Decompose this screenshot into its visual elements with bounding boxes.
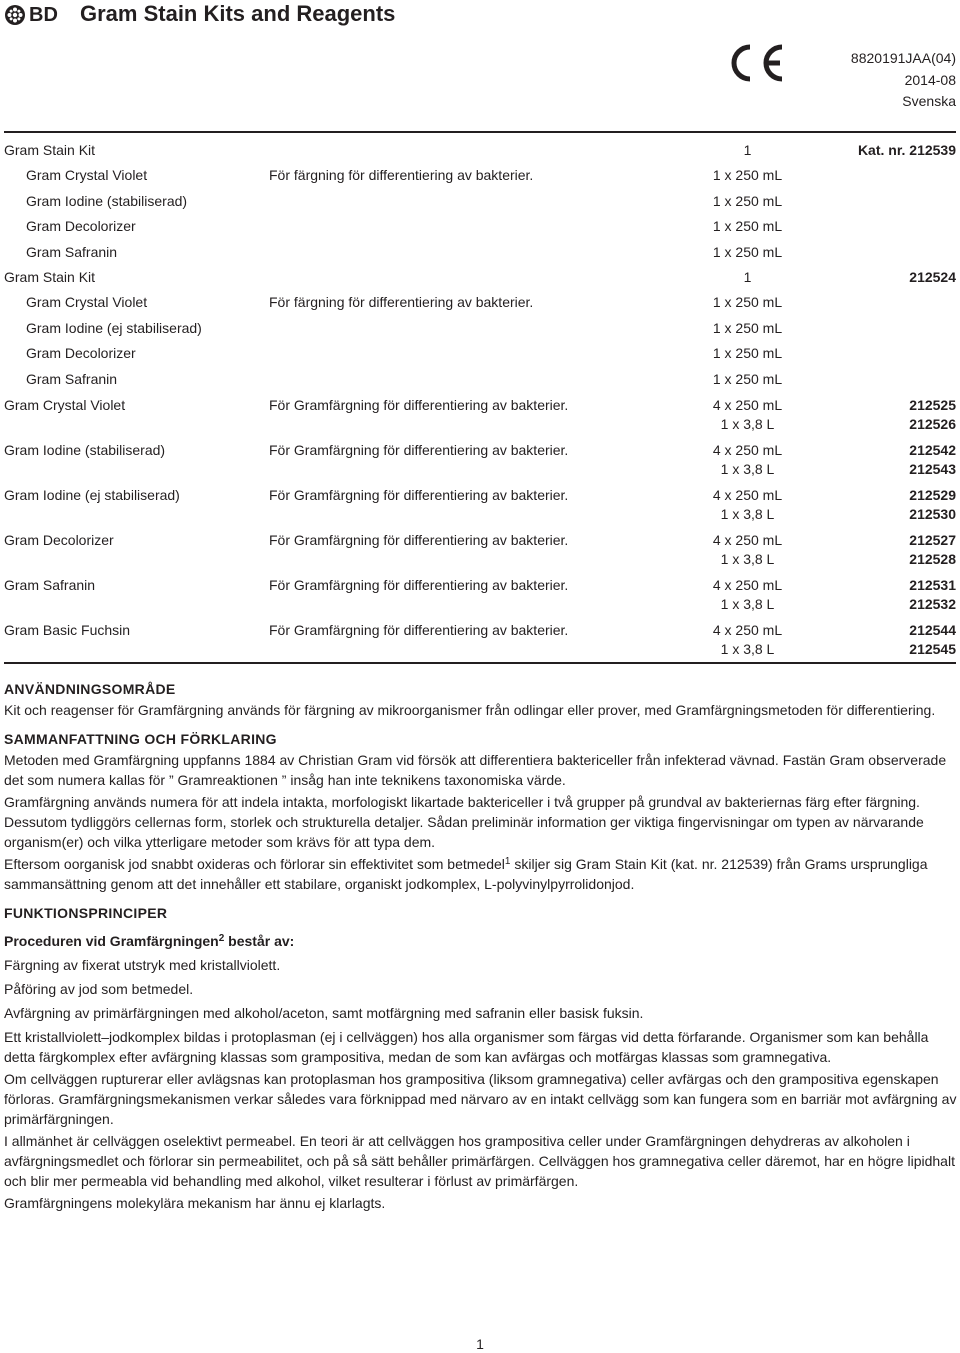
- catalog-number: [806, 316, 956, 341]
- catalog-number: [806, 572, 956, 617]
- product-row: [4, 316, 956, 341]
- catalog-value: 212531: [909, 577, 956, 594]
- product-row: [4, 290, 956, 315]
- product-row: [4, 527, 956, 572]
- quantity-value: 4 x 250 mL: [712, 487, 783, 504]
- catalog-number: [806, 341, 956, 366]
- catalog-value: 212530: [909, 506, 956, 523]
- catalog-number: [806, 527, 956, 572]
- product-name: Gram Safranin: [26, 370, 118, 387]
- product-description: För Gramfärgning för differentiering av bakterier.: [269, 622, 569, 639]
- product-description: [269, 341, 689, 366]
- catalog-number: [806, 617, 956, 662]
- product-name: Gram Iodine (ej stabiliserad): [4, 487, 180, 504]
- section-heading: ANVÄNDNINGSOMRÅDE: [4, 681, 176, 697]
- page-number: 1: [476, 1336, 484, 1352]
- quantity-value: 1 x 3,8 L: [720, 416, 775, 433]
- procedure-step: Färgning av fixerat utstryk med kristallviolett.: [4, 957, 281, 973]
- product-name: Gram Crystal Violet: [26, 294, 148, 311]
- product-table: [4, 138, 956, 662]
- product-row: [4, 341, 956, 366]
- product-row: [4, 617, 956, 662]
- bd-logo-icon: [4, 4, 26, 26]
- paragraph: Gramfärgningens molekylära mekanism har ännu ej klarlagts.: [4, 1195, 386, 1211]
- document-body: [4, 679, 958, 1222]
- ce-mark-icon: [724, 42, 786, 84]
- product-row: [4, 138, 956, 163]
- quantity-value: 1 x 250 mL: [712, 370, 783, 387]
- section-heading: FUNKTIONSPRINCIPER: [4, 905, 168, 921]
- quantity-value: 1 x 250 mL: [712, 192, 783, 209]
- catalog-value: 212532: [909, 596, 956, 613]
- paragraph: Metoden med Gramfärgning uppfanns 1884 av Christian Gram vid försök att differentiera baktericeller från infekterad vävnad. Fastän Gram observerade det som numera kallas för ” Gramreaktionen ” insåg han inte teknikens taxonomiska värde.: [4, 752, 947, 788]
- product-quantity: [689, 527, 806, 572]
- product-name: Gram Crystal Violet: [4, 397, 126, 414]
- section-summary: [4, 729, 958, 894]
- quantity-value: 1 x 3,8 L: [720, 641, 775, 658]
- product-name: Gram Iodine (ej stabiliserad): [26, 319, 202, 336]
- product-row: [4, 572, 956, 617]
- catalog-value: 212524: [909, 269, 956, 286]
- product-description: För Gramfärgning för differentiering av bakterier.: [269, 577, 569, 594]
- catalog-value: 212545: [909, 641, 956, 658]
- catalog-number: [806, 138, 956, 163]
- product-quantity: [689, 163, 806, 188]
- section-principles: [4, 903, 958, 1213]
- document-header: [0, 0, 960, 130]
- quantity-value: 1 x 250 mL: [712, 243, 783, 260]
- document-date: 2014-08: [904, 71, 956, 88]
- catalog-number: [806, 437, 956, 482]
- paragraph: Gramfärgning används numera för att indela intakta, morfologiskt likartade baktericeller i två grupper på grundval av bakteriernas färg efter färgning. Dessutom tydliggörs cellernas form, storlek och strukturella detaljer. Sådan preliminär information ger viktiga fingervisningar om typen av närvarande organism(er) och vilka ytterligare metoder som krävs för att typa dem.: [4, 794, 924, 850]
- product-quantity: [689, 572, 806, 617]
- quantity-value: 1 x 250 mL: [712, 345, 783, 362]
- product-name: Gram Iodine (stabiliserad): [4, 442, 166, 459]
- document-info: [851, 48, 956, 113]
- section-intended-use: [4, 679, 958, 720]
- quantity-value: 4 x 250 mL: [712, 442, 783, 459]
- quantity-value: 1 x 3,8 L: [720, 551, 775, 568]
- product-row: [4, 437, 956, 482]
- product-row: [4, 240, 956, 265]
- catalog-number: [806, 265, 956, 290]
- catalog-number: [806, 392, 956, 437]
- product-name: Gram Iodine (stabiliserad): [26, 192, 188, 209]
- catalog-number: [806, 482, 956, 527]
- procedure-step: Påföring av jod som betmedel.: [4, 981, 194, 997]
- product-quantity: [689, 290, 806, 315]
- catalog-number: [806, 189, 956, 214]
- catalog-value: 212527: [909, 532, 956, 549]
- product-description: För Gramfärgning för differentiering av bakterier.: [269, 442, 569, 459]
- catalog-value: 212543: [909, 461, 956, 478]
- product-row: [4, 367, 956, 392]
- product-row: [4, 214, 956, 239]
- product-name: Gram Basic Fuchsin: [4, 622, 131, 639]
- product-quantity: [689, 316, 806, 341]
- product-description: För färgning för differentiering av bakterier.: [269, 167, 534, 184]
- product-quantity: [689, 214, 806, 239]
- footnote-ref: 2: [218, 933, 225, 944]
- document-language: Svenska: [902, 93, 956, 109]
- product-name: Gram Decolorizer: [4, 532, 114, 549]
- table-bottom-rule: [4, 662, 956, 664]
- brand-name: BD: [29, 3, 58, 26]
- product-quantity: [689, 367, 806, 392]
- quantity-value: 4 x 250 mL: [712, 577, 783, 594]
- product-row: [4, 189, 956, 214]
- quantity-value: 1 x 250 mL: [712, 218, 783, 235]
- product-row: [4, 265, 956, 290]
- product-rows: [4, 138, 956, 662]
- procedure-step: Avfärgning av primärfärgningen med alkohol/aceton, samt motfärgning med safranin eller basisk fuksin.: [4, 1005, 644, 1021]
- product-name: Gram Stain Kit: [4, 142, 96, 158]
- paragraph: Om cellväggen rupturerar eller avlägsnas kan protoplasman hos grampositiva (liksom gramnegativa) celler avfärgas och den grampositiva egenskapen förloras. Gramfärgningsmekanismen verkar således vara förknippad med närvaro av en intakt cellvägg som kan fungera som en barriär mot avfärgning av primärfärgningen.: [4, 1071, 957, 1127]
- quantity-value: 1: [743, 269, 752, 286]
- section-heading: SAMMANFATTNING OCH FÖRKLARING: [4, 731, 277, 747]
- product-description: [269, 316, 689, 341]
- catalog-number: [806, 240, 956, 265]
- product-name: Gram Decolorizer: [26, 218, 136, 235]
- sub-heading: Proceduren vid Gramfärgningen$^2$ består av:: [4, 933, 295, 949]
- catalog-value: 212525: [909, 397, 956, 414]
- quantity-value: 1: [743, 142, 752, 158]
- catalog-number: [806, 163, 956, 188]
- product-quantity: [689, 240, 806, 265]
- catalog-number: [806, 214, 956, 239]
- product-quantity: [689, 265, 806, 290]
- product-description: [269, 138, 689, 163]
- product-name: Gram Safranin: [4, 577, 96, 594]
- product-description: [269, 240, 689, 265]
- product-name: Gram Crystal Violet: [26, 167, 148, 184]
- quantity-value: 1 x 3,8 L: [720, 506, 775, 523]
- product-quantity: [689, 341, 806, 366]
- catalog-value: 212526: [909, 416, 956, 433]
- product-description: [269, 214, 689, 239]
- quantity-value: 1 x 3,8 L: [720, 596, 775, 613]
- catalog-value: 212544: [909, 622, 956, 639]
- paragraph: Kit och reagenser för Gramfärgning används för färgning av mikroorganismer från odlingar eller prover, med Gramfärgningsmetoden för differentiering.: [4, 702, 936, 718]
- product-name: Gram Safranin: [26, 243, 118, 260]
- quantity-value: 1 x 250 mL: [712, 294, 783, 311]
- product-quantity: [689, 392, 806, 437]
- product-quantity: [689, 138, 806, 163]
- footnote-ref: 1: [504, 856, 511, 867]
- product-row: [4, 392, 956, 437]
- quantity-value: 4 x 250 mL: [712, 622, 783, 639]
- bd-logo: [4, 2, 58, 28]
- catalog-number: [806, 367, 956, 392]
- paragraph: Ett kristallviolett–jodkomplex bildas i protoplasman (ej i cellväggen) hos alla organismer som färgas vid detta förfarande. Organismer som kan behålla detta färgkomplex efter avfärgning klassas som grampositiva, medan de som kan avfärgas och motfärgas klassas som gramnegativa.: [4, 1029, 929, 1065]
- catalog-value: Kat. nr. 212539: [857, 142, 956, 158]
- product-description: För Gramfärgning för differentiering av bakterier.: [269, 532, 569, 549]
- document-number: 8820191JAA(04): [850, 50, 956, 66]
- product-description: För färgning för differentiering av bakterier.: [269, 294, 534, 311]
- product-quantity: [689, 482, 806, 527]
- paragraph: Eftersom oorganisk jod snabbt oxideras och förlorar sin effektivitet som betmedel$^1$ skiljer sig Gram Stain Kit (kat. nr. 212539) från Grams ursprungliga sammansättning genom att det innehåller ett stabilare, organiskt jodkomplex, L-polyvinylpyrrolidonjod.: [4, 856, 928, 892]
- quantity-value: 1 x 250 mL: [712, 167, 783, 184]
- product-description: [269, 367, 689, 392]
- catalog-value: 212528: [909, 551, 956, 568]
- product-row: [4, 163, 956, 188]
- product-description: [269, 189, 689, 214]
- quantity-value: 4 x 250 mL: [712, 532, 783, 549]
- paragraph: I allmänhet är cellväggen oselektivt permeabel. En teori är att cellväggen hos grampositiva celler under Gramfärgningen dehydreras av alkoholen i avfärgningsmedlet och förlorar sin permeabilitet, och på så sätt behåller primärfärgen. Cellväggen hos gramnegativa celler däremot, har en högre lipidhalt och blir mer permeabla vid behandling med alkohol, vilket resulterar i förlust av primärfärgen.: [4, 1133, 955, 1189]
- quantity-value: 4 x 250 mL: [712, 397, 783, 414]
- product-row: [4, 482, 956, 527]
- catalog-number: [806, 290, 956, 315]
- document-title: Gram Stain Kits and Reagents: [80, 1, 396, 26]
- product-description: [269, 265, 689, 290]
- catalog-value: 212542: [909, 442, 956, 459]
- product-description: För Gramfärgning för differentiering av bakterier.: [269, 487, 569, 504]
- quantity-value: 1 x 3,8 L: [720, 461, 775, 478]
- product-name: Gram Stain Kit: [4, 269, 96, 286]
- catalog-value: 212529: [909, 487, 956, 504]
- top-rule: [4, 131, 956, 133]
- product-name: Gram Decolorizer: [26, 345, 136, 362]
- quantity-value: 1 x 250 mL: [712, 319, 783, 336]
- product-quantity: [689, 617, 806, 662]
- product-description: För Gramfärgning för differentiering av bakterier.: [269, 397, 569, 414]
- product-quantity: [689, 189, 806, 214]
- product-quantity: [689, 437, 806, 482]
